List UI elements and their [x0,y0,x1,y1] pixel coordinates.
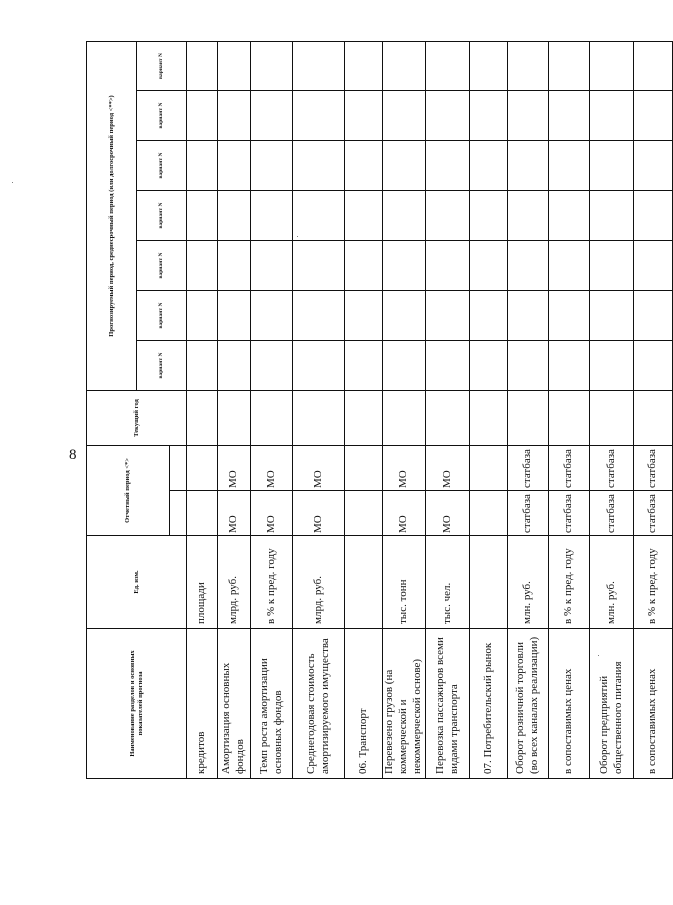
header-variant: вариант N [137,191,187,241]
scan-speck [297,236,298,237]
empty-cell [383,341,426,391]
row-name: Оборот розничной торговли (во всех каналах реализации) [508,629,549,779]
row-unit: млрд. руб. [218,536,251,629]
empty-cell [345,241,383,291]
header-forecast: Прогнозируемый период, среднесрочный период (или долгосрочный период <**>) [87,41,137,390]
empty-cell [590,341,634,391]
empty-cell [426,241,470,291]
empty-cell [251,141,293,191]
empty-cell [251,341,293,391]
empty-cell [218,341,251,391]
empty-cell [251,291,293,341]
empty-cell [470,341,508,391]
empty-cell [345,391,383,446]
header-unit: Ед. изм. [87,536,187,629]
empty-cell [508,91,549,141]
empty-cell [508,291,549,341]
empty-cell [218,41,251,90]
empty-cell [549,341,590,391]
empty-cell [383,141,426,191]
forecast-table [86,41,673,779]
table-row [590,41,634,778]
empty-cell [218,291,251,341]
report-value [187,446,218,491]
empty-cell [251,41,293,90]
row-name: Перевезено грузов (на коммерческой и некоммерческой основе) [383,629,426,779]
header-variant: вариант N [137,241,187,291]
row-unit: в % к пред. году [251,536,293,629]
header-report-sub [170,491,187,536]
header-variant: вариант N [137,141,187,191]
report-value: МО [218,491,251,536]
empty-cell [590,141,634,191]
empty-cell [426,291,470,341]
row-unit: в % к пред. году [634,536,673,629]
empty-cell [634,91,673,141]
empty-cell [634,391,673,446]
empty-cell [549,391,590,446]
empty-cell [549,41,590,90]
report-value: статбаза [549,446,590,491]
table-row [187,41,218,778]
empty-cell [426,341,470,391]
empty-cell [508,141,549,191]
table-row [218,41,251,778]
empty-cell [508,191,549,241]
row-name: в сопоставимых ценах [634,629,673,779]
empty-cell [470,41,508,90]
table-row [251,41,293,778]
empty-cell [590,41,634,90]
empty-cell [549,141,590,191]
report-value: МО [383,446,426,491]
empty-cell [634,241,673,291]
table-body [187,41,673,778]
header-variant: вариант N [137,41,187,90]
empty-cell [218,191,251,241]
empty-cell [187,91,218,141]
row-name: Перевозка пассажиров всеми видами транспорта [426,629,470,779]
row-unit: тыс. тонн [383,536,426,629]
empty-cell [293,41,345,90]
empty-cell [187,41,218,90]
empty-cell [293,341,345,391]
report-value [345,491,383,536]
empty-cell [508,341,549,391]
row-unit: тыс. чел. [426,536,470,629]
empty-cell [590,391,634,446]
scan-speck [12,182,13,183]
empty-cell [508,41,549,90]
report-value: МО [293,491,345,536]
report-value [470,491,508,536]
empty-cell [426,191,470,241]
empty-cell [590,241,634,291]
table-row [508,41,549,778]
report-value [345,446,383,491]
empty-cell [383,191,426,241]
empty-cell [251,391,293,446]
report-value [187,491,218,536]
header-name: Наименование разделов и основных показателей прогноза [87,629,187,779]
empty-cell [549,291,590,341]
report-value [470,446,508,491]
report-value: статбаза [634,446,673,491]
empty-cell [293,191,345,241]
row-unit [470,536,508,629]
empty-cell [345,291,383,341]
header-variant: вариант N [137,341,187,391]
empty-cell [634,191,673,241]
empty-cell [549,191,590,241]
page-number: 8 [69,447,77,463]
empty-cell [218,141,251,191]
scan-speck [598,655,599,656]
empty-cell [383,41,426,90]
empty-cell [634,291,673,341]
empty-cell [508,391,549,446]
empty-cell [470,291,508,341]
empty-cell [590,191,634,241]
empty-cell [218,91,251,141]
row-name: Темп роста амортизации основных фондов [251,629,293,779]
table-row [293,41,345,778]
row-name: кредитов [187,629,218,779]
table-row [549,41,590,778]
row-name: Оборот предприятий общественного питания [590,629,634,779]
empty-cell [345,191,383,241]
empty-cell [293,291,345,341]
row-unit: в % к пред. году [549,536,590,629]
empty-cell [470,391,508,446]
row-name: 06. Транспорт [345,629,383,779]
empty-cell [251,241,293,291]
empty-cell [383,241,426,291]
report-value: МО [218,446,251,491]
empty-cell [345,141,383,191]
empty-cell [508,241,549,291]
report-value: статбаза [590,446,634,491]
empty-cell [345,41,383,90]
row-name: Амортизация основных фондов [218,629,251,779]
empty-cell [634,41,673,90]
header-report: Отчетный период <*> [87,446,170,536]
report-value: статбаза [590,491,634,536]
empty-cell [187,141,218,191]
table-row [470,41,508,778]
empty-cell [470,241,508,291]
row-name: Среднегодовая стоимость амортизируемого имущества [293,629,345,779]
empty-cell [383,91,426,141]
row-unit: млрд. руб. [293,536,345,629]
empty-cell [590,91,634,141]
report-value: МО [251,446,293,491]
empty-cell [590,291,634,341]
empty-cell [634,341,673,391]
report-value: статбаза [508,446,549,491]
header-variant: вариант N [137,91,187,141]
table-row [426,41,470,778]
table-row [383,41,426,778]
empty-cell [293,91,345,141]
empty-cell [470,191,508,241]
empty-cell [293,141,345,191]
header-variant: вариант N [137,291,187,341]
report-value: МО [251,491,293,536]
table-row [634,41,673,778]
empty-cell [345,91,383,141]
empty-cell [345,341,383,391]
empty-cell [426,41,470,90]
empty-cell [187,241,218,291]
report-value: МО [293,446,345,491]
empty-cell [187,291,218,341]
row-unit: площади [187,536,218,629]
row-unit: млн. руб. [590,536,634,629]
empty-cell [470,141,508,191]
row-unit [345,536,383,629]
empty-cell [549,241,590,291]
empty-cell [549,91,590,141]
row-name: 07. Потребительский рынок [470,629,508,779]
row-name: в сопоставимых ценах [549,629,590,779]
report-value: МО [383,491,426,536]
empty-cell [187,341,218,391]
empty-cell [293,391,345,446]
report-value: МО [426,491,470,536]
row-unit: млн. руб. [508,536,549,629]
empty-cell [470,91,508,141]
empty-cell [426,141,470,191]
empty-cell [218,241,251,291]
header-current: Текущий год [87,391,187,446]
empty-cell [293,241,345,291]
empty-cell [383,391,426,446]
header-report-sub [170,446,187,491]
empty-cell [426,391,470,446]
empty-cell [218,391,251,446]
report-value: статбаза [634,491,673,536]
table-row [345,41,383,778]
report-value: статбаза [508,491,549,536]
report-value: МО [426,446,470,491]
empty-cell [383,291,426,341]
empty-cell [251,91,293,141]
empty-cell [251,191,293,241]
empty-cell [634,141,673,191]
empty-cell [426,91,470,141]
empty-cell [187,191,218,241]
rotated-table-container [86,42,659,779]
report-value: статбаза [549,491,590,536]
empty-cell [187,391,218,446]
